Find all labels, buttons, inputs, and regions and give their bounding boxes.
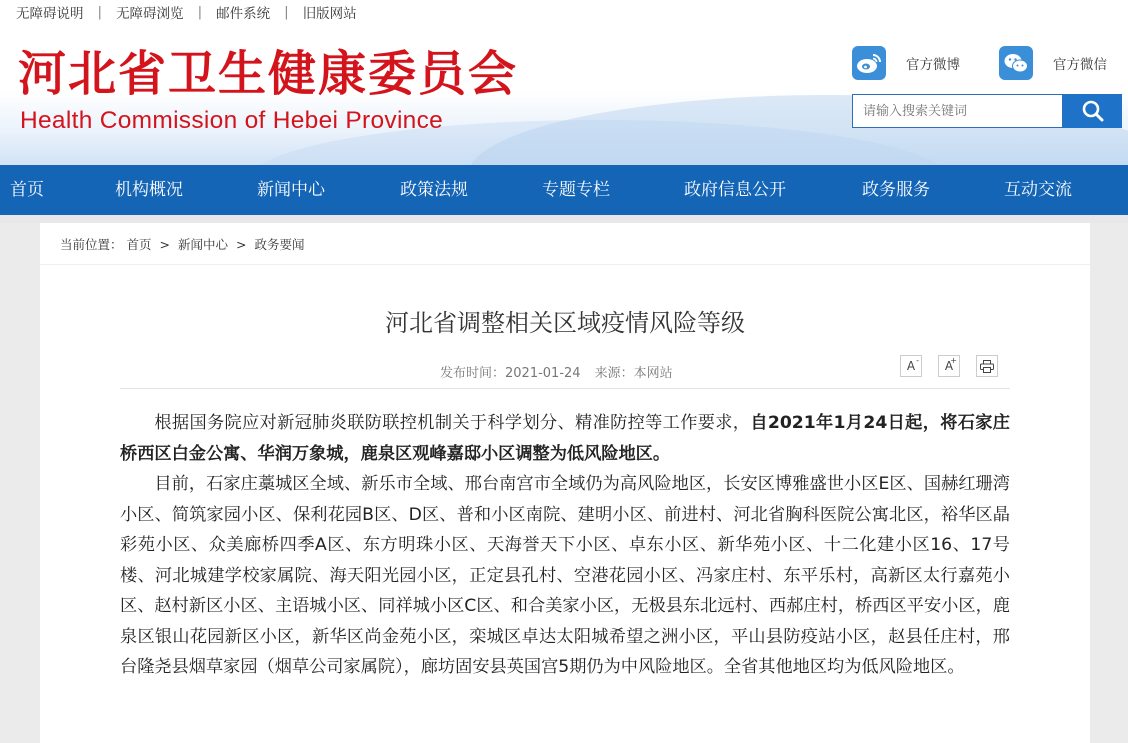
article-body — [120, 408, 1010, 683]
top-links — [16, 2, 357, 22]
nav-news[interactable]: 新闻中心 — [257, 180, 325, 200]
paragraph-highlight: 自2021年1月24日起，将石家庄桥西区白金公寓、华润万象城，鹿泉区观峰嘉邸小区调整为低风险地区。 — [120, 413, 1010, 464]
breadcrumb-prefix: 当前位置： — [60, 237, 123, 252]
site-logo-cn[interactable]: 河北省卫生健康委员会 — [18, 46, 519, 102]
separator: | — [197, 4, 203, 20]
old-site-link[interactable]: 旧版网站 — [302, 6, 357, 22]
nav-interaction[interactable]: 互动交流 — [1004, 180, 1072, 200]
divider — [120, 388, 1010, 389]
nav-home[interactable]: 首页 — [10, 180, 44, 200]
paragraph — [120, 408, 1010, 469]
wechat-link[interactable] — [999, 46, 1107, 80]
breadcrumb-home[interactable]: 首页 — [126, 237, 152, 252]
breadcrumb-current[interactable]: 政务要闻 — [254, 237, 305, 252]
article-meta — [440, 362, 673, 381]
source-label: 来源： — [594, 366, 634, 381]
divider — [40, 264, 1090, 265]
separator: | — [284, 4, 289, 20]
font-decrease-button[interactable]: A - — [900, 355, 922, 377]
wechat-label: 官方微信 — [1053, 57, 1107, 73]
search-button[interactable] — [1063, 94, 1122, 128]
breadcrumb-separator: > — [159, 237, 170, 252]
breadcrumb — [60, 235, 304, 253]
weibo-label: 官方微博 — [906, 57, 960, 73]
print-button[interactable] — [976, 355, 998, 377]
nav-topics[interactable]: 专题专栏 — [542, 180, 610, 200]
font-increase-button[interactable]: A + — [938, 355, 960, 377]
weibo-icon — [852, 46, 886, 80]
date-label: 发布时间： — [440, 366, 506, 381]
breadcrumb-separator: > — [235, 237, 247, 252]
nav-policy[interactable]: 政策法规 — [400, 180, 468, 200]
nav-organization[interactable]: 机构概况 — [115, 180, 183, 200]
font-decrease-icon: A — [906, 359, 916, 373]
mail-system-link[interactable]: 邮件系统 — [216, 6, 271, 22]
search-input[interactable] — [852, 94, 1063, 128]
weibo-link[interactable] — [852, 46, 960, 80]
breadcrumb-news[interactable]: 新闻中心 — [177, 237, 228, 252]
article-tools — [900, 355, 1014, 377]
paragraph: 目前，石家庄藁城区全域、新乐市全域、邢台南宫市全域仍为高风险地区，长安区博雅盛世小区E区、国赫红珊湾小区、简筑家园小区、保利花园B区、D区、普和小区南院、建明小区、前进村、河北省胸科医院公寓北区，裕华区晶彩苑小区、众美廊桥四季A区、东方明珠小区、天海誉天下小区、卓东小区、新华苑小区、十二化建小区16、17号楼、河北城建学校家属院、海天阳光园小区，正定县孔村、空港花园小区、冯家庄村、东平乐村，高新区太行嘉苑小区、赵村新区小区、主语城小区、同祥城小区C区、和合美家小区，无极县东北远村、西郝庄村，桥西区平安小区，鹿泉区银山花园新区小区，新华区尚金苑小区，栾城区卓达太阳城希望之洲小区，平山县防疫站小区，赵县任庄村，邢台隆尧县烟草家园（烟草公司家属院），廊坊固安县英国宫5期仍为中风险地区。全省其他地区均为低风险地区。 — [120, 474, 1010, 677]
font-increase-icon: A — [944, 359, 954, 373]
header — [0, 0, 1128, 165]
accessibility-info-link[interactable]: 无障碍说明 — [16, 6, 84, 22]
paragraph-text: 根据国务院应对新冠肺炎联防联控机制关于科学划分、精准防控等工作要求， — [154, 413, 751, 433]
main-nav — [0, 165, 1128, 215]
article-panel — [40, 223, 1090, 743]
site-logo-en[interactable]: Health Commission of Hebei Province — [20, 107, 444, 134]
printer-icon — [980, 360, 994, 373]
article-title: 河北省调整相关区域疫情风险等级 — [385, 309, 745, 337]
search-box — [852, 94, 1122, 128]
search-icon — [1082, 100, 1104, 122]
nav-shadow — [0, 215, 1128, 223]
separator: | — [97, 4, 103, 20]
publish-date: 2021-01-24 — [505, 366, 581, 381]
wechat-icon — [999, 46, 1033, 80]
accessible-browse-link[interactable]: 无障碍浏览 — [116, 6, 184, 22]
source-value: 本网站 — [633, 366, 673, 381]
nav-services[interactable]: 政务服务 — [862, 180, 930, 200]
nav-gov-info[interactable]: 政府信息公开 — [684, 180, 786, 200]
